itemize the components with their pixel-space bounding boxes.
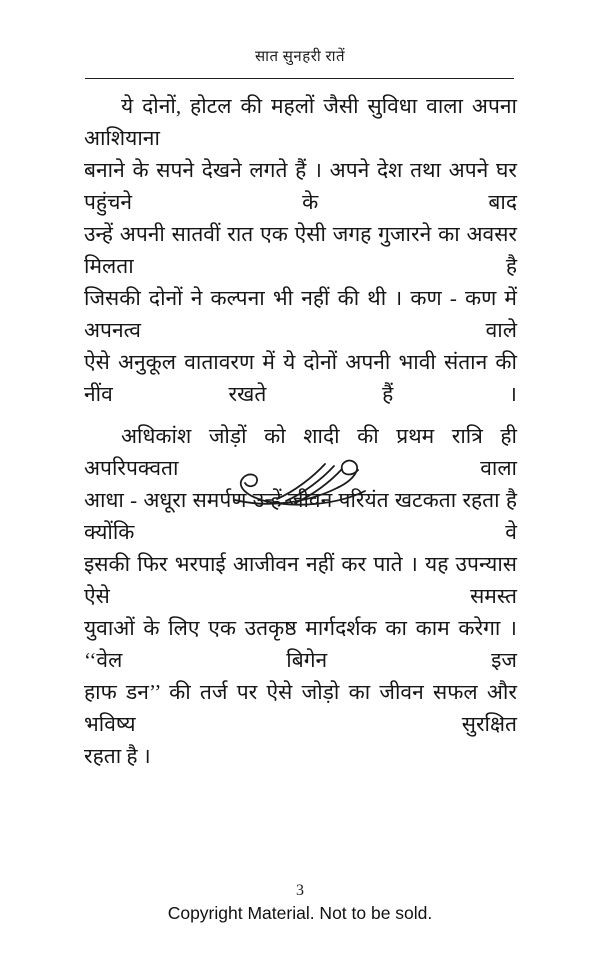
page-number: 3: [296, 882, 304, 899]
paragraph-line: हाफ डन’’ की तर्ज पर ऐसे जोड़ो का जीवन सफल और भविष्य सुरक्षित: [84, 680, 517, 736]
copyright-notice: Copyright Material. Not to be sold.: [167, 903, 433, 923]
paragraph-line: युवाओं के लिए एक उतकृष्ठ मार्गदर्शक का काम करेगा । ‘‘वेल बिगेन इज: [84, 616, 517, 672]
running-header-title: सात सुनहरी रातें: [254, 49, 346, 65]
paragraph-line: ये दोनों, होटल की महलों जैसी सुविधा वाला अपना आशियाना: [84, 94, 517, 150]
section-divider: [0, 455, 600, 510]
paragraph-line: अधिकांश जोड़ों को शादी की प्रथम रात्रि ही अपरिपक्वता वाला: [84, 424, 517, 480]
flourish-ornament: [225, 455, 375, 510]
paragraph-line: आधा - अधूरा समर्पण उन्हें जीवन परियंत खटकता रहता है क्योंकि वे: [84, 488, 517, 544]
paragraph: [84, 90, 517, 410]
paragraph-line: उन्हें अपनी सातवीं रात एक ऐसी जगह गुजारने का अवसर मिलता है: [84, 222, 517, 278]
paragraph-line: इसकी फिर भरपाई आजीवन नहीं कर पाते । यह उपन्यास ऐसे समस्त: [84, 552, 517, 608]
paragraph-line: रहता है ।: [84, 744, 151, 768]
paragraph-line: जिसकी दोनों ने कल्पना भी नहीं की थी । कण - कण में अपनत्व वाले: [84, 286, 517, 342]
header-rule: [85, 78, 514, 79]
paragraph-line: ऐसे अनुकूल वातावरण में ये दोनों अपनी भावी संतान की नींव रखते हैं ।: [84, 350, 517, 406]
page-body-text: [84, 90, 517, 772]
paragraph-line: बनाने के सपने देखने लगते हैं । अपने देश तथा अपने घर पहुंचने के बाद: [84, 158, 517, 214]
